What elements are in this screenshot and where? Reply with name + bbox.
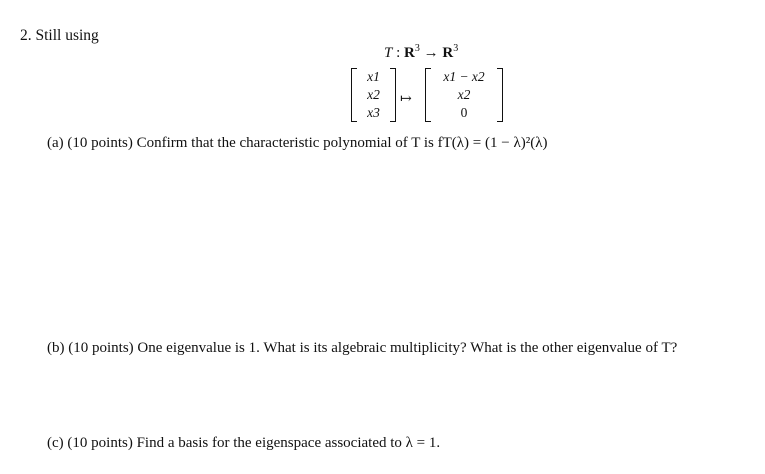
- output-vector: [425, 68, 503, 120]
- map-name: T: [384, 45, 393, 61]
- map-domain-exponent: 3: [414, 43, 420, 54]
- part-c-text: Find a basis for the eigenspace associated to λ = 1.: [136, 435, 441, 451]
- input-entry-1: x1: [367, 69, 380, 84]
- map-codomain-exponent: 3: [453, 43, 459, 54]
- part-c-label: (c): [47, 435, 64, 451]
- output-entry-1: x1 − x2: [443, 69, 485, 84]
- part-a-points: (10 points): [67, 135, 133, 151]
- input-entry-2: x2: [367, 87, 380, 102]
- problem-header: 2. Still using: [20, 27, 99, 44]
- map-codomain: R: [442, 45, 454, 61]
- map-definition: [384, 45, 458, 62]
- part-a-text: Confirm that the characteristic polynomial of T is fT(λ) = (1 − λ)²(λ): [136, 135, 548, 151]
- output-entry-2: x2: [457, 87, 471, 102]
- part-a: [47, 135, 547, 152]
- map-colon: :: [396, 45, 401, 61]
- part-b: [47, 340, 677, 357]
- input-entry-3: x3: [367, 105, 380, 120]
- part-a-label: (a): [47, 135, 64, 151]
- input-vector: [351, 68, 396, 120]
- map-arrow: →: [423, 45, 439, 61]
- part-c-points: (10 points): [67, 435, 133, 451]
- output-entry-3: 0: [460, 105, 468, 120]
- map-domain: R: [404, 45, 415, 61]
- part-b-points: (10 points): [68, 340, 134, 356]
- part-b-label: (b): [47, 340, 65, 356]
- mapsto-symbol: ↦: [400, 92, 412, 107]
- part-b-text: One eigenvalue is 1. What is its algebraic multiplicity? What is the other eigenvalue of T?: [137, 340, 678, 356]
- part-c: [47, 435, 440, 452]
